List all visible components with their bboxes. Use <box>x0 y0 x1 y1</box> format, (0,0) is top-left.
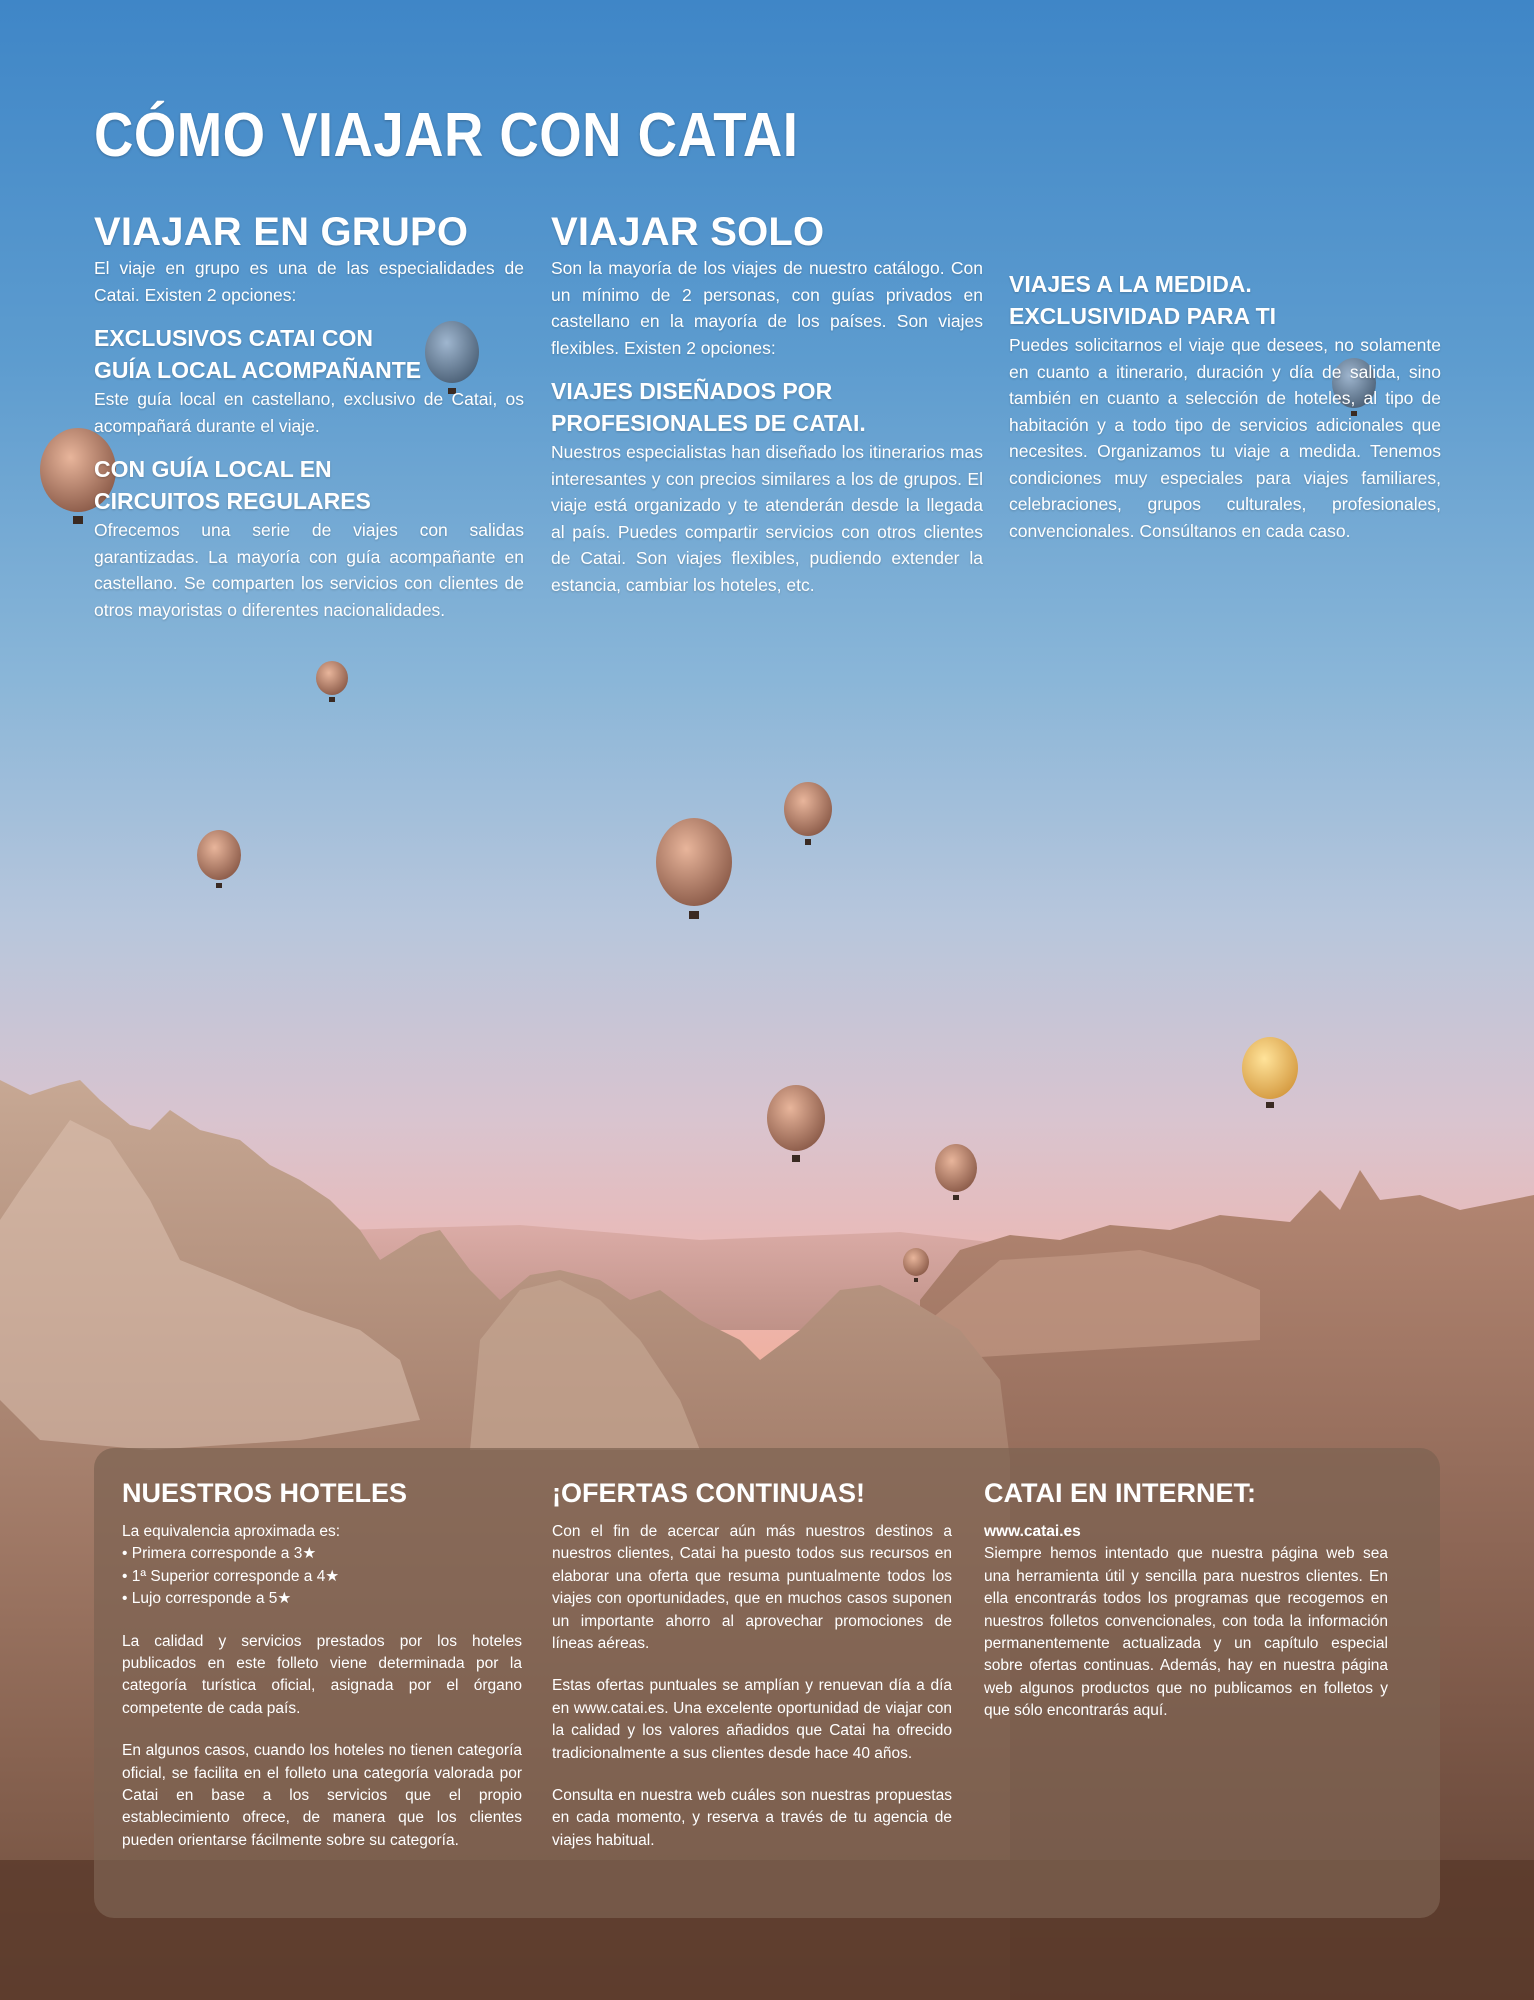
medida-text: Puedes solicitarnos el viaje que desees, no solamente en cuanto a itinerario, duración y día de salida, sino también en cuanto a selección de hoteles, al tipo de habitación y a todo tipo de servicios adicionales que necesites. Organizamos tu viaje a medida. Tenemos condiciones muy especiales para viajes familiares, celebraciones, grupos culturales, profesionales, convencionales. Consúltanos en cada caso. <box>1009 335 1441 541</box>
grupo-heading: VIAJAR EN GRUPO <box>94 210 469 254</box>
section-viajes-a-la-medida <box>1009 268 1441 544</box>
hoteles-heading: NUESTROS HOTELES <box>122 1478 408 1508</box>
section-nuestros-hoteles <box>122 1478 522 1852</box>
ofertas-paragraph-2: Estas ofertas puntuales se amplían y renuevan día a día en www.catai.es. Una excelente oportunidad de viajar con la calidad y los valores añadidos que Catai ha ofrecido tradicionalmente a sus clientes desde hace 40 años. <box>552 1677 952 1762</box>
grupo-option2-title-line2: CIRCUITOS REGULARES <box>94 488 371 514</box>
section-viajar-en-grupo <box>94 210 524 623</box>
solo-option-title-line2: PROFESIONALES DE CATAI. <box>551 410 866 436</box>
hot-air-balloon <box>656 818 732 919</box>
hoteles-equivalence-primera: • Primera corresponde a 3★ <box>122 1545 317 1563</box>
section-viajar-solo <box>551 210 983 598</box>
page-title: CÓMO VIAJAR CON CATAI <box>94 101 799 170</box>
hot-air-balloon <box>197 830 241 888</box>
hot-air-balloon <box>316 661 348 702</box>
solo-option-title-line1: VIAJES DISEÑADOS POR <box>551 378 833 404</box>
internet-url-link[interactable]: www.catai.es <box>984 1523 1081 1540</box>
grupo-option1-title-line1: EXCLUSIVOS CATAI CON <box>94 325 373 351</box>
medida-title-line2: EXCLUSIVIDAD PARA TI <box>1009 303 1277 329</box>
hoteles-equivalence-superior: • 1ª Superior corresponde a 4★ <box>122 1567 340 1585</box>
ofertas-heading: ¡OFERTAS CONTINUAS! <box>552 1478 865 1508</box>
hoteles-intro: La equivalencia aproximada es: <box>122 1523 340 1540</box>
hoteles-paragraph-2: En algunos casos, cuando los hoteles no tienen categoría oficial, se facilita en el folleto una categoría valorada por Catai en base a los servicios que el propio establecimiento ofrece, de manera que los clientes pueden orientarse fácilmente sobre su categoría. <box>122 1742 522 1849</box>
hoteles-equivalence-lujo: • Lujo corresponde a 5★ <box>122 1590 292 1608</box>
section-ofertas-continuas <box>552 1478 952 1852</box>
grupo-option2-text: Ofrecemos una serie de viajes con salidas garantizadas. La mayoría con guía acompañante en castellano. Se comparten los servicios con clientes de otros mayoristas o diferentes nacionalidades. <box>94 520 524 620</box>
internet-text: Siempre hemos intentado que nuestra página web sea una herramienta útil y sencilla para nuestros clientes. En ella encontrarás todos los programas que recogemos en nuestros folletos convencionales, con toda la información permanentemente actualizada y un capítulo especial sobre ofertas continuas. Además, hay en nuestra página web algunos productos que no publicamos en folletos y que sólo encontrarás aquí. <box>984 1545 1388 1720</box>
hot-air-balloon <box>784 782 832 845</box>
hoteles-paragraph-1: La calidad y servicios prestados por los hoteles publicados en este folleto viene determinada por la categoría turística oficial, asignada por el órgano competente de cada país. <box>122 1632 522 1717</box>
grupo-option1-title-line2: GUÍA LOCAL ACOMPAÑANTE <box>94 357 422 383</box>
section-catai-en-internet <box>984 1478 1388 1723</box>
info-box <box>94 1448 1440 1918</box>
internet-heading: CATAI EN INTERNET: <box>984 1478 1256 1508</box>
ofertas-paragraph-1: Con el fin de acercar aún más nuestros destinos a nuestros clientes, Catai ha puesto todos sus recursos en elaborar una oferta que resuma puntualmente todos los viajes con oportunidades, que en muchos casos suponen un importante ahorro al aprovechar promociones de líneas aéreas. <box>552 1523 952 1653</box>
medida-title-line1: VIAJES A LA MEDIDA. <box>1009 271 1252 297</box>
hot-air-balloon <box>767 1085 825 1162</box>
grupo-option2-title-line1: CON GUÍA LOCAL EN <box>94 456 332 482</box>
solo-heading: VIAJAR SOLO <box>551 210 825 254</box>
ofertas-paragraph-3: Consulta en nuestra web cuáles son nuestras propuestas en cada momento, y reserva a través de tu agencia de viajes habitual. <box>552 1787 952 1849</box>
solo-intro: Son la mayoría de los viajes de nuestro catálogo. Con un mínimo de 2 personas, con guías privados en castellano en la mayoría de los países. Son viajes flexibles. Existen 2 opciones: <box>551 258 983 358</box>
solo-option-text: Nuestros especialistas han diseñado los itinerarios mas interesantes y con precios similares a los de grupos. El viaje está organizado y te atenderán desde la llegada al país. Puedes compartir servicios con otros clientes de Catai. Son viajes flexibles, pudiendo extender la estancia, cambiar los hoteles, etc. <box>551 442 983 595</box>
hot-air-balloon <box>1242 1037 1298 1108</box>
hot-air-balloon <box>935 1144 977 1200</box>
grupo-intro: El viaje en grupo es una de las especialidades de Catai. Existen 2 opciones: <box>94 258 524 305</box>
grupo-option1-text: Este guía local en castellano, exclusivo de Catai, os acompañará durante el viaje. <box>94 389 524 436</box>
